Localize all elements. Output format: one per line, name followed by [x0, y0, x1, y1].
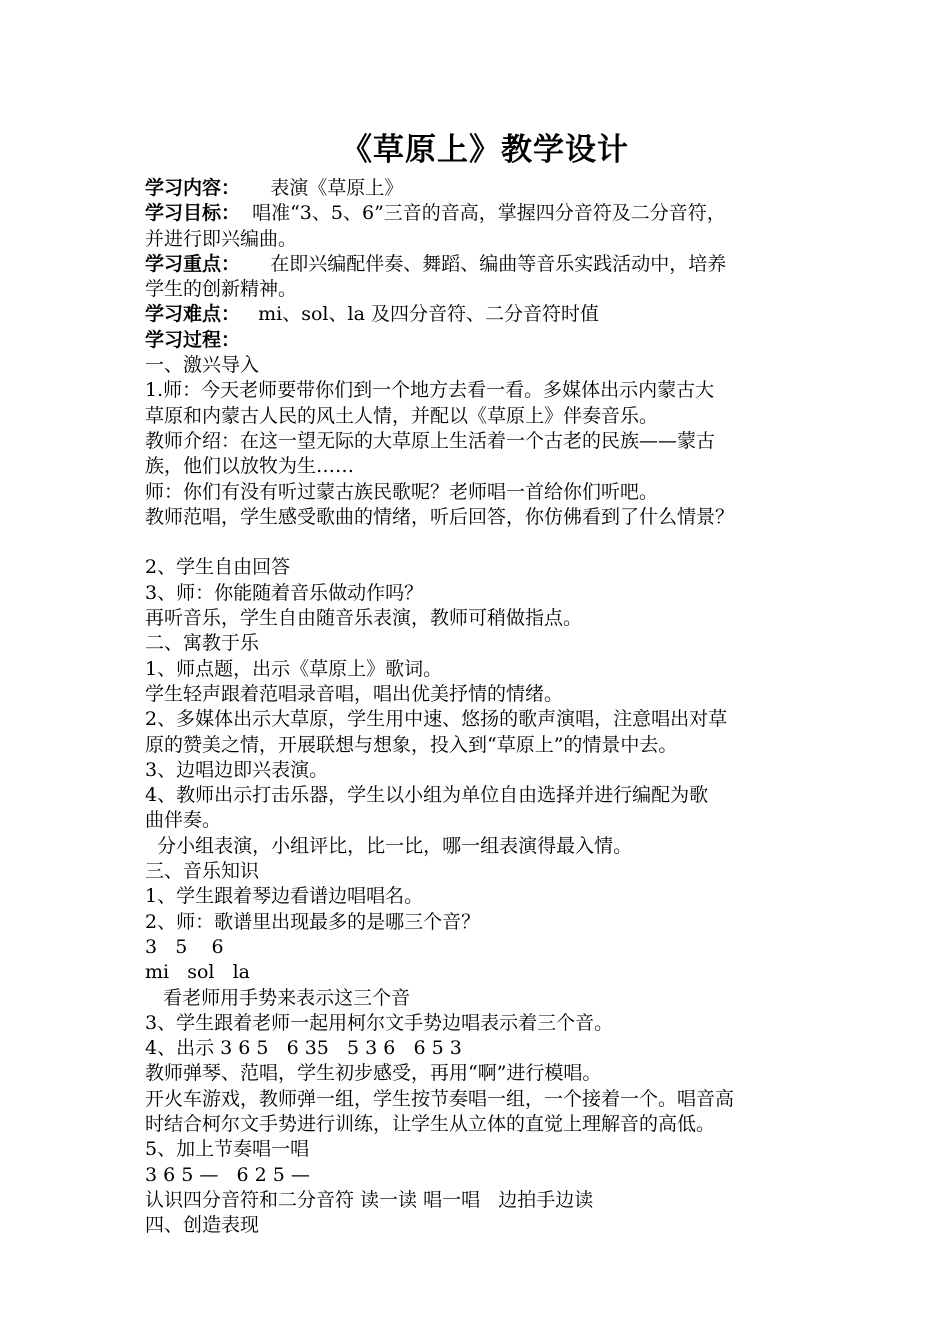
body-line: 曲伴奏。 — [145, 809, 222, 832]
body-line: 2、学生自由回答 — [145, 556, 291, 579]
body-line: 认识四分音符和二分音符 读一读 唱一唱 边拍手边读 — [145, 1188, 594, 1211]
body-section-b — [145, 555, 825, 1238]
notation-line: 4、出示 3 6 5 6 35 5 3 6 6 5 3 — [145, 1037, 462, 1060]
focus-continuation: 学生的创新精神。 — [145, 278, 298, 301]
body-line: 教师范唱，学生感受歌曲的情绪，听后回答，你仿佛看到了什么情景？ — [145, 505, 735, 528]
body-line: 教师介绍：在这一望无际的大草原上生活着一个古老的民族——蒙古 — [145, 429, 716, 452]
body-line: 5、加上节奏唱一唱 — [145, 1138, 310, 1161]
body-line: 3、师：你能随着音乐做动作吗？ — [145, 581, 424, 604]
content-row — [145, 176, 825, 201]
body-line: 族，他们以放牧为生…… — [145, 455, 355, 478]
focus-value: 在即兴编配伴奏、舞蹈、编曲等音乐实践活动中，培养 — [240, 252, 727, 275]
body-line: 再听音乐，学生自由随音乐表演，教师可稍做指点。 — [145, 607, 583, 630]
section-heading: 二、寓教于乐 — [145, 632, 260, 655]
goal-row — [145, 201, 825, 226]
focus-row — [145, 252, 825, 277]
body-line: 分小组表演，小组评比，比一比，哪一组表演得最入情。 — [145, 834, 633, 857]
body-line: 师：你们有没有听过蒙古族民歌呢？老师唱一首给你们听吧。 — [145, 480, 659, 503]
difficulty-row — [145, 302, 825, 327]
blank-line — [145, 530, 825, 555]
notation-line: 3 5 6 — [145, 935, 224, 958]
body-line: 时结合柯尔文手势进行训练，让学生从立体的直觉上理解音的高低。 — [145, 1112, 716, 1135]
body-section-a — [145, 353, 825, 530]
solfege-line: mi sol la — [145, 961, 251, 984]
body-line: 2、多媒体出示大草原，学生用中速、悠扬的歌声演唱，注意唱出对草 — [145, 708, 728, 731]
body-line: 1、师点题，出示《草原上》歌词。 — [145, 657, 443, 680]
body-line: 一、激兴导入 — [145, 354, 260, 377]
goal-value: 唱准“3、5、6”三音的音高，掌握四分音符及二分音符， — [240, 202, 726, 225]
notation-line: 3 6 5 — 6 2 5 — — [145, 1163, 310, 1186]
focus-label: 学习重点： — [145, 252, 241, 275]
process-row — [145, 328, 825, 353]
process-label: 学习过程： — [145, 328, 241, 351]
document-title: 《草原上》教学设计 — [341, 132, 629, 168]
goal-label: 学习目标： — [145, 202, 241, 225]
body-line: 草原和内蒙古人民的风土人情，并配以《草原上》伴奏音乐。 — [145, 404, 659, 427]
section-heading: 四、创造表现 — [145, 1214, 260, 1237]
content-value: 表演《草原上》 — [240, 177, 404, 199]
body-line: 1.师：今天老师要带你们到一个地方去看一看。多媒体出示内蒙古大 — [145, 379, 715, 402]
body-line: 教师弹琴、范唱，学生初步感受，再用“啊”进行模唱。 — [145, 1062, 602, 1085]
difficulty-value: mi、sol、la 及四分音符、二分音符时值 — [240, 303, 599, 326]
body-line: 3、边唱边即兴表演。 — [145, 758, 329, 781]
goal-continuation: 并进行即兴编曲。 — [145, 227, 298, 250]
document-page — [145, 128, 825, 1238]
body-line: 看老师用手势来表示这三个音 — [145, 986, 411, 1009]
body-line: 4、教师出示打击乐器，学生以小组为单位自由选择并进行编配为歌 — [145, 784, 709, 807]
content-label: 学习内容： — [145, 177, 241, 199]
body-line: 3、学生跟着老师一起用柯尔文手势边唱表示着三个音。 — [145, 1011, 614, 1034]
difficulty-label: 学习难点： — [145, 303, 241, 326]
section-heading: 三、音乐知识 — [145, 860, 260, 883]
body-line: 学生轻声跟着范唱录音唱，唱出优美抒情的情绪。 — [145, 682, 564, 705]
body-line: 原的赞美之情，开展联想与想象，投入到“草原上”的情景中去。 — [145, 733, 678, 756]
body-line: 1、学生跟着琴边看谱边唱唱名。 — [145, 885, 424, 908]
body-line: 开火车游戏，教师弹一组，学生按节奏唱一组，一个接着一个。唱音高 — [145, 1087, 735, 1110]
body-line: 2、师：歌谱里出现最多的是哪三个音？ — [145, 910, 481, 933]
